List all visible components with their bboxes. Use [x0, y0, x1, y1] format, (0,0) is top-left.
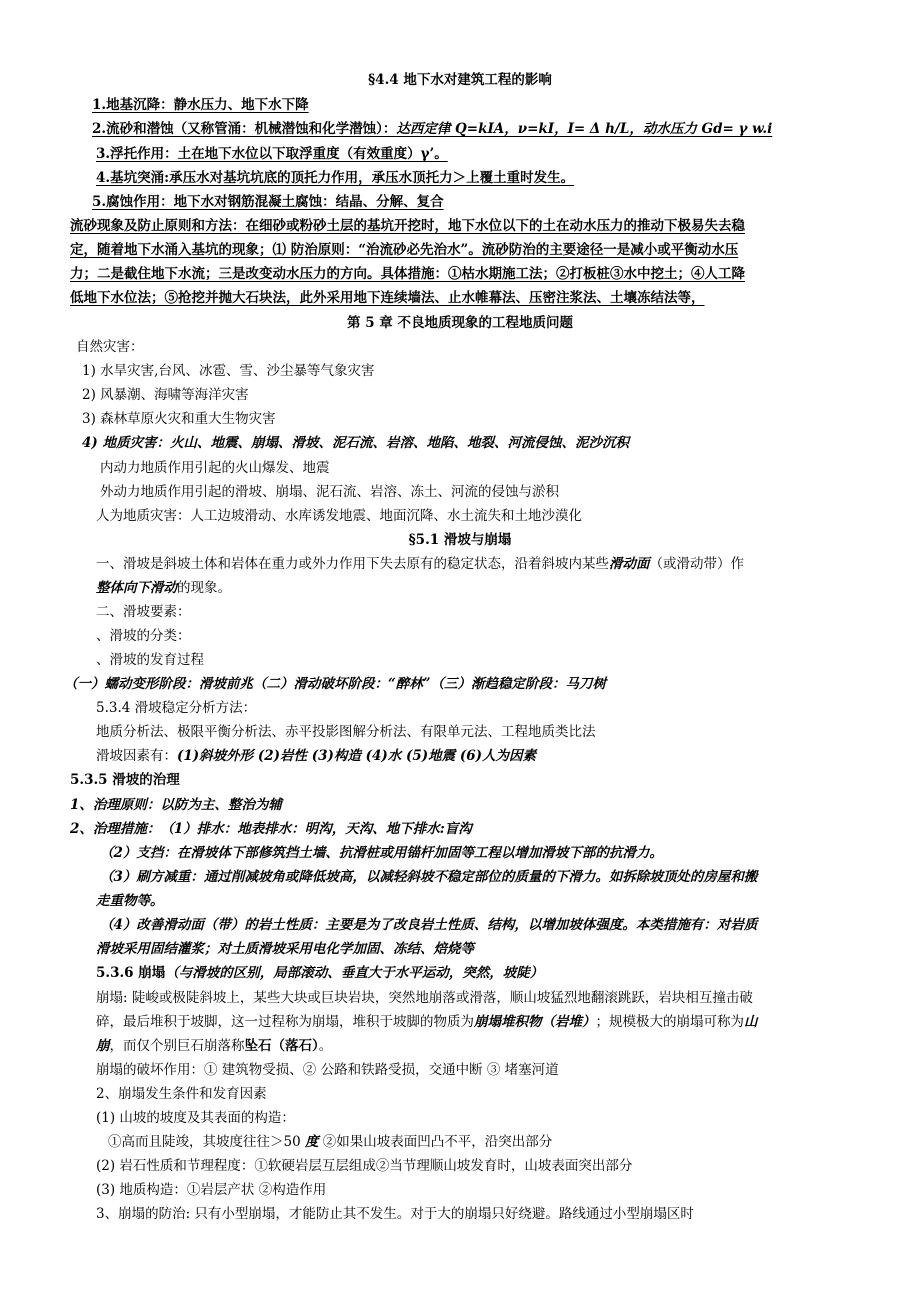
measure-cut-line-1: （3）刷方减重：通过削减坡角或降低坡高，以减轻斜坡不稳定部位的质量的下滑力。如拆除坡顶处的房屋和搬: [100, 869, 758, 885]
collapse-def-line-2: [96, 1012, 758, 1032]
landslide-def-1c: （或滑动带）作: [649, 556, 744, 572]
measure-cut-line-2: 走重物等。: [96, 893, 164, 909]
treatment-principle: 1、治理原则：以防为主、整治为辅: [70, 797, 282, 813]
landslide-def-1b: 滑动面: [609, 556, 650, 572]
landslide-def-line-1: [96, 554, 744, 574]
quicksand-para-line-4: 低地下水位法；⑤抢挖并抛大石块法，此外采用地下连续墙法、止水帷幕法、压密注浆法、土壤冻结法等，: [70, 290, 705, 306]
landslide-def-line-2: [96, 578, 231, 598]
stability-methods: 地质分析法、极限平衡分析法、赤平投影图解分析法、有限单元法、工程地质类比法: [96, 724, 596, 740]
s44-item-5: 5.腐蚀作用：地下水对钢筋混凝土腐蚀：结晶、分解、复合: [92, 194, 444, 210]
treatment-measures: 2、治理措施：（1）排水：地表排水：明沟，天沟、地下排水:盲沟: [70, 821, 472, 837]
landslide-stages: （一）蠕动变形阶段：滑坡前兆（二）滑动破坏阶段：“醉林”（三）渐趋稳定阶段：马刀树: [64, 676, 607, 692]
collapse-def-2d: 山: [744, 1014, 758, 1030]
external-dynamics: 外动力地质作用引起的滑坡、崩塌、泥石流、岩溶、冻土、河流的侵蚀与淤积: [100, 484, 559, 500]
collapse-def-3a: 崩: [96, 1038, 110, 1054]
landslide-factors: [96, 746, 536, 766]
condition-slope: (1) 山坡的坡度及其表面的构造：: [96, 1110, 295, 1126]
slope-detail-c: ②如果山坡表面凹凸不平，沿突出部分: [318, 1134, 553, 1150]
collapse-heading: [96, 963, 543, 983]
disaster-item-2: 2) 风暴潮、海啸等海洋灾害: [82, 387, 249, 403]
collapse-def-2c: ；规模极大的崩塌可称为: [595, 1014, 744, 1030]
landslide-def-2b: 的现象。: [177, 580, 231, 596]
collapse-def-2a: 碎，最后堆积于坡脚，这一过程称为崩塌，堆积于坡脚的物质为: [96, 1014, 474, 1030]
natural-disaster-label: 自然灾害：: [76, 339, 144, 355]
measure-improve-line-1: （4）改善滑动面（带）的岩土性质：主要是为了改良岩土性质、结构，以增加坡体强度。本类措施有：对岩质: [100, 917, 758, 933]
quicksand-para-line-2: 定，随着地下水涌入基坑的现象；⑴ 防治原则：“治流砂必先治水”。流砂防治的主要途径一是减小或平衡动水压: [70, 242, 739, 258]
s44-item-2-text: 2.流砂和潜蚀（又称管涌：机械潜蚀和化学潜蚀）：: [92, 121, 397, 137]
landslide-classify: 、滑坡的分类：: [96, 628, 191, 644]
human-geo-disaster: 人为地质灾害：人工边坡滑动、水库诱发地震、地面沉降、水土流失和土地沙漠化: [96, 508, 582, 524]
collapse-def-2b: 崩塌堆积物（岩堆）: [474, 1014, 596, 1030]
collapse-conditions: 2、崩塌发生条件和发育因素: [96, 1086, 267, 1102]
quicksand-para-line-1: 流砂现象及防止原则和方法：在细砂或粉砂土层的基坑开挖时，地下水位以下的土在动水压力的推动下极易失去稳: [70, 218, 745, 234]
collapse-damage: 崩塌的破坏作用：① 建筑物受损、② 公路和铁路受损，交通中断 ③ 堵塞河道: [96, 1062, 559, 1078]
collapse-heading-title: 5.3.6 崩塌: [96, 965, 166, 981]
landslide-def-2a: 整体向下滑动: [96, 580, 177, 596]
condition-rock: (2) 岩石性质和节理程度：①软硬岩层互层组成②当节理顺山坡发育时，山坡表面突出部分: [96, 1158, 633, 1174]
landslide-def-1a: 一、滑坡是斜坡土体和岩体在重力或外力作用下失去原有的稳定状态，沿着斜坡内某些: [96, 556, 609, 572]
collapse-def-line-3: [96, 1036, 332, 1056]
s44-item-2: [92, 119, 860, 139]
collapse-prevention: 3、崩塌的防治: 只有小型崩塌，才能防止其不发生。对于大的崩塌只好绕避。路线通过小型崩塌区时: [96, 1206, 694, 1222]
collapse-heading-note: （与滑坡的区别，局部滚动、垂直大于水平运动，突然，坡陡）: [165, 965, 544, 981]
stability-analysis-heading: 5.3.4 滑坡稳定分析方法：: [96, 700, 257, 716]
slope-detail-b: 度: [304, 1134, 319, 1150]
collapse-def-3c: 坠石（落石）: [244, 1038, 319, 1054]
s44-darcy-law: 达西定律 Q=kIA，ν=kI，I= Δ h/L，动水压力 Gd= γ w.i: [396, 121, 773, 137]
s44-item-4: 4.基坑突涌:承压水对基坑坑底的顶托力作用，承压水顶托力＞上覆土重时发生。: [96, 170, 575, 186]
chapter-5-title: 第 5 章 不良地质现象的工程地质问题: [347, 315, 573, 331]
s44-item-1: 1.地基沉降：静水压力、地下水下降: [92, 97, 309, 113]
section-4-4-title: §4.4 地下水对建筑工程的影响: [368, 72, 552, 88]
landslide-develop: 、滑坡的发育过程: [96, 652, 204, 668]
slope-detail-a: ①高而且陡竣，其坡度往往＞50: [108, 1134, 305, 1150]
collapse-def-3b: ，而仅个别巨石崩落称: [109, 1038, 245, 1054]
landslide-elements: 二、滑坡要素：: [96, 604, 191, 620]
disaster-item-1: 1) 水旱灾害,台风、冰雹、雪、沙尘暴等气象灾害: [82, 363, 375, 379]
factors-label: 滑坡因素有：: [96, 748, 177, 764]
collapse-def-line-1: 崩塌: 陡峻或极陡斜坡上，某些大块或巨块岩块，突然地崩落或滑落，顺山坡猛烈地翻滚跳跃，岩块相互撞击破: [96, 990, 753, 1006]
factors-list: (1)斜坡外形 (2)岩性 (3)构造 (4)水 (5)地震 (6)人为因素: [177, 748, 537, 764]
disaster-item-4: 4) 地质灾害：火山、地震、崩塌、滑坡、泥石流、岩溶、地陷、地裂、河流侵蚀、泥沙沉积: [82, 435, 629, 451]
measure-retaining: （2）支挡：在滑坡体下部修筑挡土墙、抗滑桩或用锚杆加固等工程以增加滑坡下部的抗滑力。: [100, 845, 663, 861]
section-5-1-title: §5.1 滑坡与崩塌: [408, 532, 512, 548]
quicksand-para-line-3: 力；二是截住地下水流；三是改变动水压力的方向。具体措施：①枯水期施工法；②打板桩③水中挖土；④人工降: [70, 266, 745, 282]
disaster-item-3: 3) 森林草原火灾和重大生物灾害: [82, 411, 276, 427]
internal-dynamics: 内动力地质作用引起的火山爆发、地震: [100, 460, 330, 476]
treatment-heading: 5.3.5 滑坡的治理: [70, 772, 180, 788]
collapse-def-3d: 。: [318, 1038, 333, 1054]
condition-structure: (3) 地质构造：①岩层产状 ②构造作用: [96, 1182, 327, 1198]
measure-improve-line-2: 滑坡采用固结灌浆；对土质滑坡采用电化学加固、冻结、焙烧等: [96, 941, 474, 957]
s44-item-3: 3.浮托作用：土在地下水位以下取浮重度（有效重度）γ’。: [96, 146, 448, 162]
condition-slope-detail: [108, 1132, 552, 1152]
